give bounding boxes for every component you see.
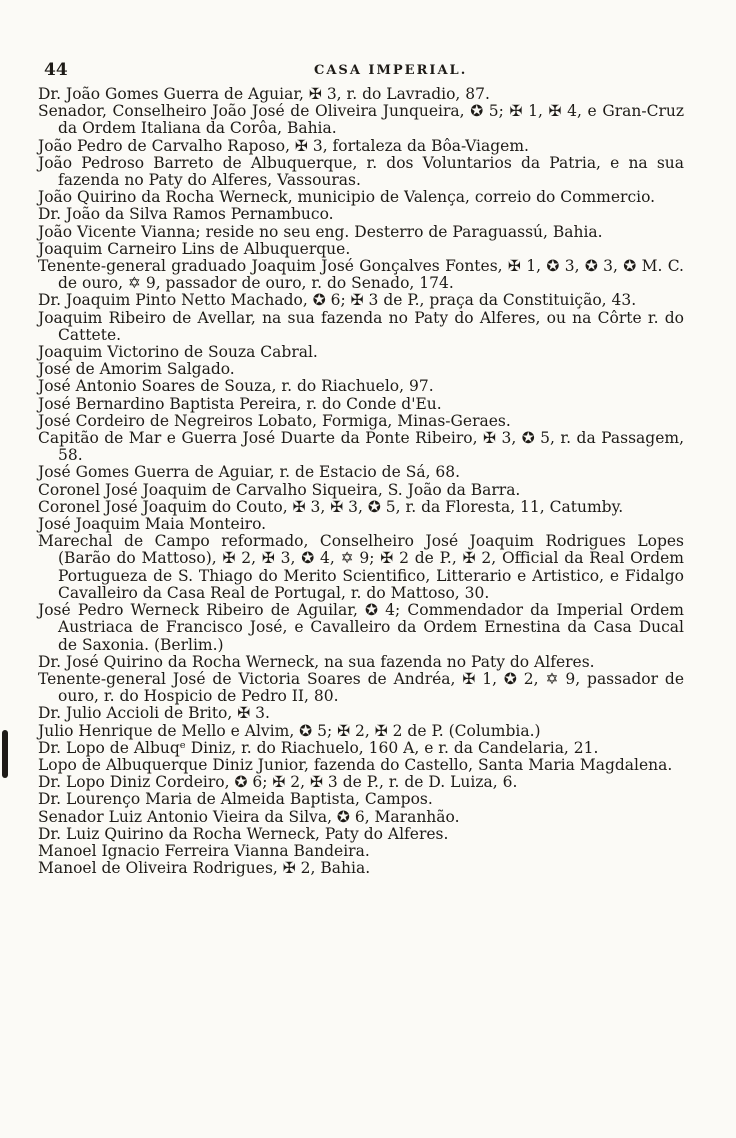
list-item: Senador, Conselheiro João José de Oliveira Junqueira, ✪ 5; ✠ 1, ✠ 4, e Gran-Cruz da Ordem Italiana da Corôa, Bahia. [38,102,684,138]
list-item: Joaquim Victorino de Souza Cabral. [38,343,318,362]
list-item: Marechal de Campo reformado, Conselheiro José Joaquim Rodrigues Lopes (Barão do Mattoso), ✠ 2, ✠ 3, ✪ 4, ✡ 9; ✠ 2 de P., ✠ 2, Official da Real Ordem Portugueza de S. Thiago do Merito Scientifico, Litterario e Artistico, e Fidalgo Cavalleiro da Casa Real de Portugal, r. do Mattoso, 30. [38,532,684,602]
list-item: Coronel José Joaquim do Couto, ✠ 3, ✠ 3, ✪ 5, r. da Floresta, 11, Catumby. [38,497,624,516]
margin-ink-mark [2,730,8,778]
list-item: João Vicente Vianna; reside no seu eng. Desterro de Paraguassú, Bahia. [38,222,603,241]
running-title: CASA IMPERIAL. [314,63,468,78]
list-item: João Quirino da Rocha Werneck, municipio de Valença, correio do Commercio. [38,188,656,207]
list-item: Dr. Lopo Diniz Cordeiro, ✪ 6; ✠ 2, ✠ 3 de P., r. de D. Luiza, 6. [38,773,518,792]
list-item: Dr. Julio Accioli de Brito, ✠ 3. [38,704,270,723]
list-item: José de Amorim Salgado. [38,360,235,379]
list-item: Senador Luiz Antonio Vieira da Silva, ✪ 6, Maranhão. [38,807,460,826]
page-number: 44 [44,60,68,80]
list-item: Julio Henrique de Mello e Alvim, ✪ 5; ✠ 2, ✠ 2 de P. (Columbia.) [38,721,541,740]
list-item: Dr. João Gomes Guerra de Aguiar, ✠ 3, r. do Lavradio, 87. [38,85,490,103]
list-item: Joaquim Carneiro Lins de Albuquerque. [38,239,351,258]
list-item: Dr. Luiz Quirino da Rocha Werneck, Paty do Alferes. [38,824,449,843]
list-item: José Cordeiro de Negreiros Lobato, Formiga, Minas-Geraes. [38,411,511,430]
list-item: Lopo de Albuquerque Diniz Junior, fazenda do Castello, Santa Maria Magdalena. [38,755,673,774]
list-item: João Pedro de Carvalho Raposo, ✠ 3, fortaleza da Bôa-Viagem. [38,136,529,155]
list-item: Coronel José Joaquim de Carvalho Siqueira, S. João da Barra. [38,480,521,499]
list-item: João Pedroso Barreto de Albuquerque, r. dos Voluntarios da Patria, e na sua fazenda no Paty do Alferes, Vassouras. [38,153,684,190]
list-item: Tenente-general graduado Joaquim José Gonçalves Fontes, ✠ 1, ✪ 3, ✪ 3, ✪ M. C. de ouro, ✡ 9, passador de ouro, r. do Senado, 174. [38,257,684,293]
list-item: José Antonio Soares de Souza, r. do Riachuelo, 97. [38,377,434,396]
list-item: Tenente-general José de Victoria Soares de Andréa, ✠ 1, ✪ 2, ✡ 9, passador de ouro, r. do Hospicio de Pedro II, 80. [38,669,684,706]
list-item: Dr. Lourenço Maria de Almeida Baptista, Campos. [38,790,433,809]
list-item: Dr. João da Silva Ramos Pernambuco. [38,205,334,224]
list-item: Manoel Ignacio Ferreira Vianna Bandeira. [38,841,370,860]
list-item: José Bernardino Baptista Pereira, r. do Conde d'Eu. [38,394,442,413]
list-item: José Gomes Guerra de Aguiar, r. de Estacio de Sá, 68. [38,463,461,482]
list-item: Dr. Lopo de Albuqᵉ Diniz, r. do Riachuelo, 160 A, e r. da Candelaria, 21. [38,738,599,757]
list-item: José Pedro Werneck Ribeiro de Aguilar, ✪ 4; Commendador da Imperial Ordem Austriaca de Francisco José, e Cavalleiro da Ordem Ernestina da Casa Ducal de Saxonia. (Berlim.) [38,601,684,654]
page-header [44,60,684,82]
list-item: Manoel de Oliveira Rodrigues, ✠ 2, Bahia. [38,859,371,878]
list-item: Dr. José Quirino da Rocha Werneck, na sua fazenda no Paty do Alferes. [38,652,595,671]
list-item: Dr. Joaquim Pinto Netto Machado, ✪ 6; ✠ 3 de P., praça da Constituição, 43. [38,291,637,310]
list-item: José Joaquim Maia Monteiro. [38,515,267,534]
list-item: Joaquim Ribeiro de Avellar, na sua fazenda no Paty do Alferes, ou na Côrte r. do Cattete. [38,308,684,344]
list-item: Capitão de Mar e Guerra José Duarte da Ponte Ribeiro, ✠ 3, ✪ 5, r. da Passagem, 58. [38,429,684,465]
entry-list [38,86,684,877]
